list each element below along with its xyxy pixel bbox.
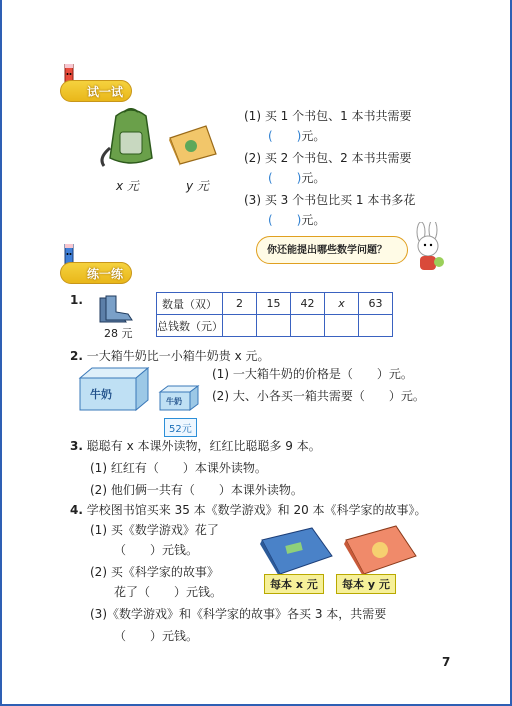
q2-sub2: (2) 大、小各买一箱共需要（ ）元。 xyxy=(212,389,425,403)
table-cell: 63 xyxy=(359,293,393,315)
table-cell: 42 xyxy=(291,293,325,315)
quantity-table xyxy=(156,292,393,337)
q4-sub2b: 花了（ ）元钱。 xyxy=(114,585,223,599)
big-milk-box-icon xyxy=(76,366,152,412)
q2-sub1: (1) 一大箱牛奶的价格是（ ）元。 xyxy=(212,367,413,381)
q4-sub1b: （ ）元钱。 xyxy=(114,543,199,557)
q4-sub3a: (3)《数学游戏》和《科学家的故事》各买 3 本，共需要 xyxy=(90,607,387,621)
table-cell-answer[interactable] xyxy=(257,315,291,337)
table-cell-answer[interactable] xyxy=(291,315,325,337)
math-game-price-sign: 每本 x 元 xyxy=(264,574,324,594)
backpack-price-label: x 元 xyxy=(116,179,139,193)
section-title-practice: 练一练 xyxy=(60,262,132,284)
shoes-icon xyxy=(96,292,134,326)
try-q1-line1: (1) 买 1 个书包、1 本书共需要 xyxy=(244,109,412,123)
speech-bubble-text: 你还能提出哪些数学问题？ xyxy=(267,245,387,256)
try-q3-line2: ( )元。 xyxy=(268,213,326,227)
small-box-label: 牛奶 xyxy=(166,397,182,406)
table-cell: x xyxy=(325,293,359,315)
try-q2-line2: ( )元。 xyxy=(268,171,326,185)
try-q2-line1: (2) 买 2 个书包、2 本书共需要 xyxy=(244,151,412,165)
q3-text: 3. 聪聪有 x 本课外读物，红红比聪聪多 9 本。 xyxy=(70,439,321,453)
try-q3-line1: (3) 买 3 个书包比买 1 本书多花 xyxy=(244,193,416,207)
q4-sub1a: (1) 买《数学游戏》花了 xyxy=(90,523,219,537)
q4-sub2a: (2) 买《科学家的故事》 xyxy=(90,565,219,579)
page-number: 7 xyxy=(442,655,451,669)
shoe-price-label: 28 元 xyxy=(104,327,133,340)
scientist-story-book-icon xyxy=(340,524,420,580)
scientist-story-price-sign: 每本 y 元 xyxy=(336,574,396,594)
q1-number: 1. xyxy=(70,293,83,307)
book-price-label: y 元 xyxy=(186,179,209,193)
rabbit-mascot-icon xyxy=(408,222,448,274)
q2-text: 2. 一大箱牛奶比一小箱牛奶贵 x 元。 xyxy=(70,349,270,363)
try-q1-line2: ( )元。 xyxy=(268,129,326,143)
q3-sub1: (1) 红红有（ ）本课外读物。 xyxy=(90,461,267,475)
big-box-label: 牛奶 xyxy=(90,388,112,401)
table-cell: 2 xyxy=(223,293,257,315)
q3-sub2: (2) 他们俩一共有（ ）本课外读物。 xyxy=(90,483,303,497)
q4-sub3b: （ ）元钱。 xyxy=(114,629,199,643)
section-title-try: 试一试 xyxy=(60,80,132,102)
math-game-book-icon xyxy=(256,526,336,580)
speech-bubble xyxy=(256,236,408,264)
backpack-icon xyxy=(96,108,166,170)
book-icon xyxy=(166,124,218,166)
table-cell-answer[interactable] xyxy=(325,315,359,337)
table-header-total: 总钱数（元） xyxy=(157,315,223,337)
table-row xyxy=(157,315,393,337)
table-cell-answer[interactable] xyxy=(359,315,393,337)
q4-text: 4. 学校图书馆买来 35 本《数学游戏》和 20 本《科学家的故事》。 xyxy=(70,503,427,517)
table-cell: 15 xyxy=(257,293,291,315)
table-cell-answer[interactable] xyxy=(223,315,257,337)
small-box-price-tag: 52元 xyxy=(164,418,197,437)
table-header-quantity: 数量（双） xyxy=(157,293,223,315)
table-row xyxy=(157,293,393,315)
